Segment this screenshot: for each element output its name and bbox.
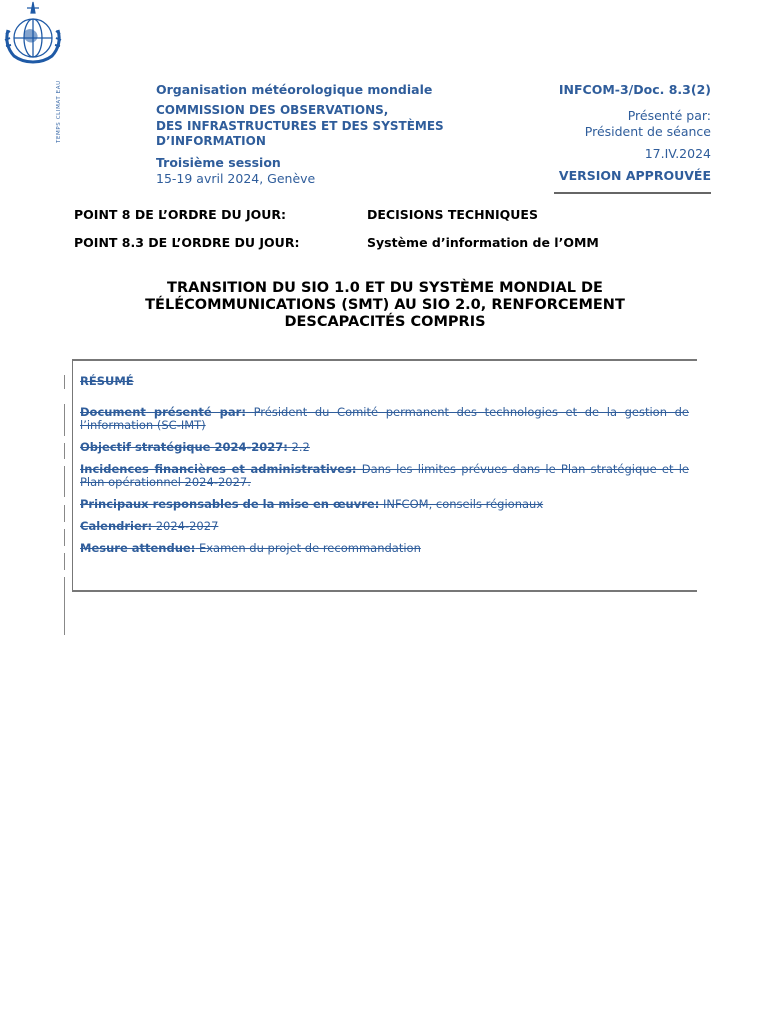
document-date: 17.IV.2024: [644, 146, 711, 161]
summary-content: [80, 375, 689, 564]
summary-item-label: Objectif stratégique 2024-2027:: [80, 440, 288, 454]
change-bar: [64, 553, 65, 570]
summary-heading: RÉSUMÉ: [80, 374, 134, 388]
change-bar: [64, 505, 65, 522]
presented-by: [491, 108, 711, 140]
summary-item: [80, 542, 689, 555]
summary-item-text: Dans les limites prévues dans le Plan stratégique et le Plan opérationnel 2024-2027.: [80, 462, 690, 489]
change-bar: [64, 404, 65, 436]
summary-item: [80, 463, 689, 489]
change-bar: [64, 466, 65, 497]
presented-by-value: Président de séance: [584, 124, 711, 139]
header-left: [156, 82, 486, 187]
title-line: TRANSITION DU SIO 1.0 ET DU SYSTÈME MONDIAL DE: [167, 280, 603, 296]
version-status: VERSION APPROUVÉE: [558, 168, 711, 183]
agenda-value: DECISIONS TECHNIQUES: [367, 207, 538, 222]
session-dates: 15-19 avril 2024, Genève: [156, 170, 316, 186]
summary-item-label: Calendrier:: [80, 519, 153, 533]
agenda-value: Système d’information de l’OMM: [367, 235, 599, 250]
summary-item: [80, 406, 689, 432]
wmo-emblem-icon: [0, 0, 66, 66]
change-bar: [64, 443, 65, 459]
summary-item-text: INFCOM, conseils régionaux: [379, 497, 544, 511]
header-divider: [554, 192, 711, 194]
summary-item-label: Mesure attendue:: [80, 541, 196, 555]
summary-item-label: Principaux responsables de la mise en œuvre:: [80, 497, 380, 511]
title-line: DESCAPACITÉS COMPRIS: [284, 314, 486, 330]
organisation-name: Organisation météorologique mondiale: [156, 82, 433, 97]
document-reference: INFCOM-3/Doc. 8.3(2): [558, 82, 711, 97]
summary-item-label: Incidences financières et administratives:: [80, 462, 357, 476]
header-right: [491, 82, 711, 184]
session-title: Troisième session: [156, 154, 281, 170]
side-label: TEMPS CLIMAT EAU: [56, 80, 62, 143]
presented-by-label: Présenté par:: [627, 108, 711, 123]
agenda-label: POINT 8 DE L’ORDRE DU JOUR:: [74, 207, 287, 222]
summary-item: [80, 520, 689, 533]
commission-line: D’INFORMATION: [156, 134, 266, 148]
change-bar: [64, 529, 65, 546]
commission-line: DES INFRASTRUCTURES ET DES SYSTÈMES: [156, 118, 444, 133]
change-bar: [64, 577, 65, 635]
document-title: [90, 280, 680, 331]
summary-item-text: 2024-2027: [152, 519, 219, 533]
summary-item-text: Examen du projet de recommandation: [195, 541, 421, 555]
summary-item-text: Président du Comité permanent des technologies et de la gestion de l’information (SC-IMT): [80, 405, 689, 432]
commission-line: COMMISSION DES OBSERVATIONS,: [156, 103, 389, 117]
summary-item-text: 2.2: [287, 440, 310, 454]
change-bar: [64, 375, 65, 389]
commission-name: [156, 103, 486, 150]
summary-item: [80, 441, 689, 454]
summary-item-label: Document présenté par:: [80, 405, 246, 419]
summary-item: [80, 498, 689, 511]
agenda-label: POINT 8.3 DE L’ORDRE DU JOUR:: [74, 235, 300, 250]
title-line: TÉLÉCOMMUNICATIONS (SMT) AU SIO 2.0, RENFORCEMENT: [145, 297, 625, 313]
